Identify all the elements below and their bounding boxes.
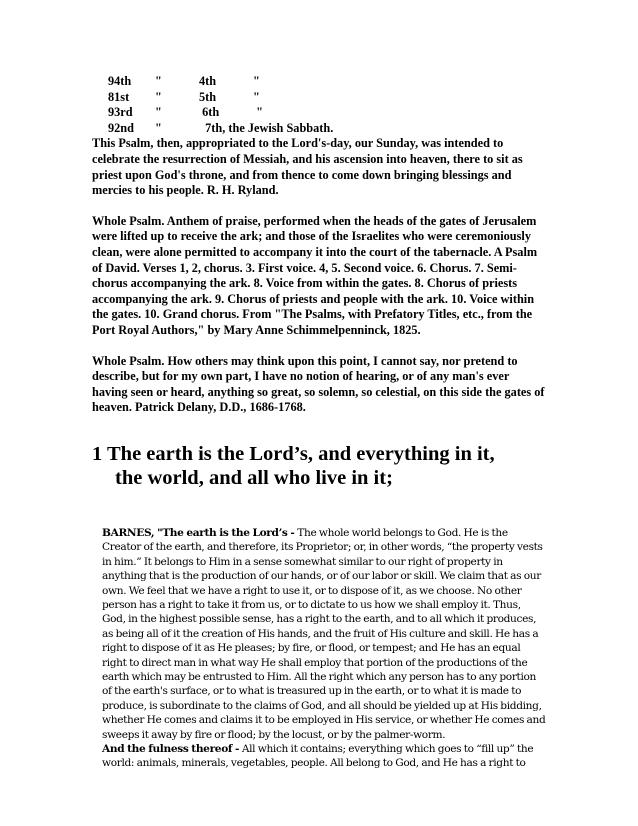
- weekday: 6th ": [202, 105, 263, 120]
- commentary-paragraph: [92, 526, 546, 742]
- weekday: 5th ": [199, 89, 260, 104]
- commentary-body: The whole world belongs to God. He is the Creator of the earth, and therefore, its Proprietor; or, in other words, “the property vests in him.” It belongs to Him in a sense somewhat similar to our right of property in anything that is the production of our hands, or of our labor or skill. We claim that as our own. We feel that we have a right to use it, or to dispose of it, as we choose. No other person has a right to take it from us, or to dictate to us how we shall employ it. Thus, God, in the highest possible sense, has a right to the earth, and to all which it produces, as being all of it the creation of His hands, and the fruit of His culture and skill. He has a right to dispose of it as He pleases; by fire, or flood, or tempest; and He has an equal right to direct man in what way He shall employ that portion of the productions of the earth which may be entrusted to Him. All the right which any person has to any portion of the earth's surface, or to what is treasured up in the earth, or to what it is made to produce, is subordinate to the claims of God, and all should be yielded up at His bidding, whether He comes and claims it to be employed in His service, or whether He comes and sweeps it away by fire or flood; by the locust, or by the palmer-worm.: [102, 526, 546, 741]
- ditto-mark: ": [155, 74, 162, 88]
- weekday: 7th, the Jewish Sabbath.: [205, 120, 334, 135]
- ditto-mark: ": [155, 89, 162, 104]
- ryland-paragraph: This Psalm, then, appropriated to the Lord's-day, our Sunday, was intended to celebrate the resurrection of Messiah, and his ascension into heaven, there to sit as priest upon God's throne, and from thence to come down bringing blessings and mercies to his people. R. H. Ryland.: [92, 136, 523, 198]
- document-page: [92, 74, 546, 771]
- ditto-mark: ": [155, 120, 162, 135]
- ditto-mark: ": [155, 105, 162, 120]
- psalm-number: 94th: [108, 74, 132, 88]
- delany-paragraph: Whole Psalm. How others may think upon this point, I cannot say, nor pretend to describe, but for my own part, I have no notion of hearing, or of any man's ever having seen or heard, anything so great, so solemn, so celestial, on this side the gates of heaven. Patrick Delany, D.D., 1686-1768.: [92, 353, 545, 415]
- psalm-number: 93rd: [108, 105, 133, 120]
- verse-line-1: 1 The earth is the Lord’s, and everything in it,: [92, 442, 495, 465]
- commentary-body: All which it contains; everything which goes to “fill up” the world: animals, minerals, vegetables, people. All belong to God, and He has a right to: [102, 742, 534, 770]
- psalm-number: 92nd: [108, 120, 134, 135]
- schedule-row: [92, 90, 546, 106]
- psalm-day-schedule: [92, 74, 546, 136]
- schedule-row: [92, 105, 546, 121]
- commentary-lead: And the fulness thereof -: [102, 742, 242, 755]
- weekday: 4th ": [199, 74, 260, 88]
- barnes-commentary: [92, 526, 546, 771]
- schedule-row: [92, 74, 546, 90]
- schedule-row: [92, 121, 546, 137]
- commentary-paragraph: [92, 742, 546, 771]
- psalm-number: 81st: [108, 89, 130, 104]
- commentary-lead: BARNES, "The earth is the Lord’s -: [102, 526, 298, 539]
- verse-heading: [92, 442, 546, 490]
- schimmelpenninck-paragraph: Whole Psalm. Anthem of praise, performed when the heads of the gates of Jerusalem were lifted up to receive the ark; and those of the Israelites who were ceremoniously clean, were alone permitted to accompany it into the court of the tabernacle. A Psalm of David. Verses 1, 2, chorus. 3. First voice. 4, 5. Second voice. 6. Chorus. 7. Semi-chorus accompanying the ark. 8. Voice from within the gates. 8. Chorus of priests accompanying the ark. 9. Chorus of priests and people with the ark. 10. Voice within the gates. 10. Grand chorus. From "The Psalms, with Prefatory Titles, etc., from the Port Royal Authors," by Mary Anne Schimmelpenninck, 1825.: [92, 213, 538, 337]
- verse-line-2: the world, and all who live in it;: [115, 466, 393, 489]
